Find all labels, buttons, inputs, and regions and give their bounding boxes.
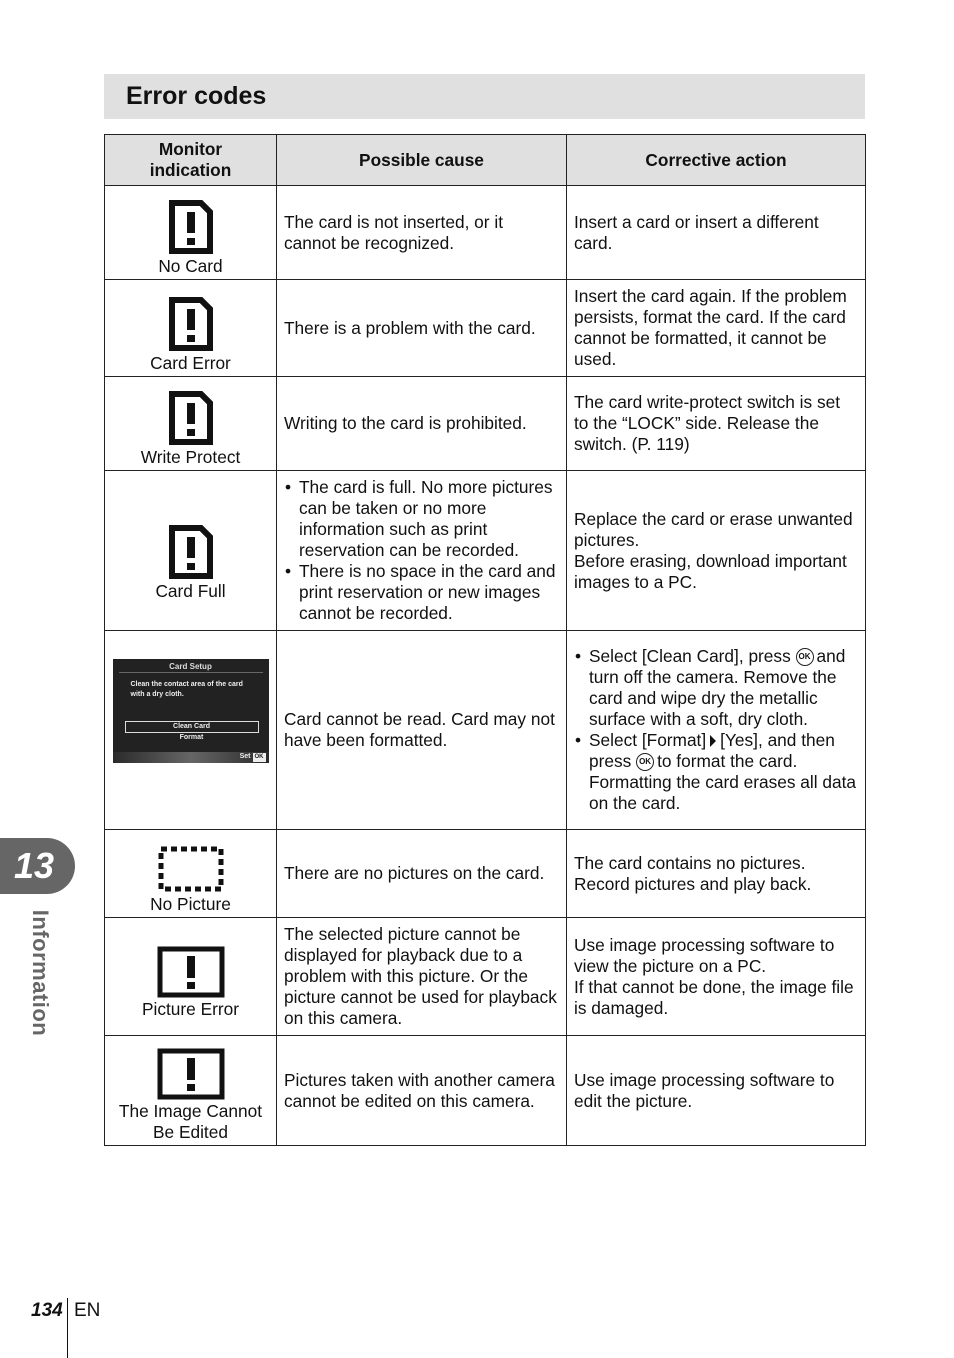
indication-label: Card Full bbox=[155, 581, 226, 601]
possible-cause-cell: The card is not inserted, or it cannot be recognized. bbox=[277, 186, 567, 280]
table-row bbox=[105, 377, 866, 471]
list-item bbox=[574, 646, 858, 730]
indication-label: Picture Error bbox=[142, 998, 239, 1019]
table-row bbox=[105, 471, 866, 631]
indication-label: Write Protect bbox=[140, 447, 241, 467]
screen-set-hint bbox=[240, 752, 266, 762]
section-title: Error codes bbox=[126, 82, 267, 110]
corrective-action-cell: Insert a card or insert a different card. bbox=[567, 186, 866, 280]
indication-label: No Card bbox=[158, 256, 223, 276]
page-number: 134 bbox=[31, 1300, 63, 1321]
ok-button-icon: OK bbox=[636, 753, 654, 771]
header-possible-cause: Possible cause bbox=[277, 135, 567, 186]
card-exclamation-icon bbox=[168, 199, 214, 255]
table-row bbox=[105, 280, 866, 377]
ok-button-icon: OK bbox=[796, 648, 814, 666]
table-row bbox=[105, 186, 866, 280]
action-text: Select [Clean Card], press bbox=[589, 646, 791, 666]
footer-divider bbox=[67, 1298, 68, 1358]
header-monitor-indication: Monitor indication bbox=[105, 135, 277, 186]
screen-option-format: Format bbox=[179, 734, 204, 741]
arrow-right-icon bbox=[710, 735, 716, 747]
possible-cause-cell: Pictures taken with another camera cannot be edited on this camera. bbox=[277, 1036, 567, 1146]
monitor-indication-cell bbox=[105, 631, 277, 830]
screen-divider bbox=[119, 672, 263, 673]
action-line: If that cannot be done, the image file is damaged. bbox=[574, 976, 854, 1018]
screen-title: Card Setup bbox=[169, 662, 212, 671]
action-line: Record pictures and play back. bbox=[574, 873, 812, 894]
list-item bbox=[574, 730, 858, 814]
action-text: to format the card. Formatting the card erases all data on the card. bbox=[589, 751, 857, 813]
header-corrective-action: Corrective action bbox=[567, 135, 866, 186]
table-row bbox=[105, 1036, 866, 1146]
set-label: Set bbox=[239, 753, 251, 760]
action-line: The card contains no pictures. bbox=[574, 852, 806, 873]
screen-option-clean-card: Clean Card bbox=[125, 721, 259, 733]
corrective-action-cell bbox=[567, 631, 866, 830]
indication-label: No Picture bbox=[150, 894, 231, 914]
chapter-number: 13 bbox=[14, 845, 55, 886]
action-text: [Yes], and then press bbox=[589, 730, 835, 771]
indication-label: The Image Cannot Be Edited bbox=[118, 1101, 263, 1142]
section-header bbox=[104, 74, 865, 119]
card-exclamation-icon bbox=[168, 296, 214, 352]
cause-list bbox=[284, 477, 559, 624]
monitor-indication-cell bbox=[105, 377, 277, 471]
chapter-tab bbox=[0, 838, 75, 894]
possible-cause-cell bbox=[277, 471, 567, 631]
chapter-label-wrap bbox=[20, 908, 60, 1038]
corrective-action-cell bbox=[567, 918, 866, 1036]
corrective-action-cell bbox=[567, 830, 866, 918]
indication-label: Card Error bbox=[150, 353, 231, 373]
card-setup-screen bbox=[113, 659, 269, 763]
dashed-frame-icon bbox=[157, 845, 225, 893]
screen-message: Clean the contact area of the card with a dry cloth. bbox=[130, 681, 243, 698]
table-header-row bbox=[105, 135, 866, 186]
corrective-action-cell: The card write-protect switch is set to the “LOCK” side. Release the switch. (P. 119) bbox=[567, 377, 866, 471]
table-row bbox=[105, 918, 866, 1036]
list-item: • The card is full. No more pictures can be taken or no more information such as print reservation can be recorded. bbox=[284, 477, 559, 561]
possible-cause-cell: Card cannot be read. Card may not have been formatted. bbox=[277, 631, 567, 830]
action-line: Use image processing software to view the picture on a PC. bbox=[574, 934, 835, 976]
possible-cause-cell: There is a problem with the card. bbox=[277, 280, 567, 377]
monitor-indication-cell bbox=[105, 280, 277, 377]
action-line: Replace the card or erase unwanted pictures. bbox=[574, 508, 853, 550]
action-line: Before erasing, download important images to a PC. bbox=[574, 550, 847, 592]
action-text: and turn off the camera. Remove the card and wipe dry the metallic surface with a soft, dry cloth. bbox=[589, 646, 846, 729]
possible-cause-cell: Writing to the card is prohibited. bbox=[277, 377, 567, 471]
possible-cause-cell: There are no pictures on the card. bbox=[277, 830, 567, 918]
list-item: • There is no space in the card and print reservation or new images cannot be recorded. bbox=[284, 561, 559, 624]
error-codes-table bbox=[104, 134, 866, 1146]
table-row bbox=[105, 830, 866, 918]
monitor-indication-cell bbox=[105, 1036, 277, 1146]
corrective-action-cell: Insert the card again. If the problem persists, format the card. If the card cannot be formatted, it cannot be used. bbox=[567, 280, 866, 377]
possible-cause-cell: The selected picture cannot be displayed for playback due to a problem with this picture. Or the picture cannot be used for playback on this camera. bbox=[277, 918, 567, 1036]
corrective-action-cell: Use image processing software to edit the picture. bbox=[567, 1036, 866, 1146]
ok-badge: OK bbox=[254, 754, 264, 760]
action-list bbox=[574, 646, 858, 814]
card-exclamation-icon bbox=[168, 390, 214, 446]
page-language: EN bbox=[74, 1300, 101, 1321]
action-text: Select [Format] bbox=[589, 730, 707, 750]
monitor-indication-cell bbox=[105, 918, 277, 1036]
monitor-indication-cell bbox=[105, 471, 277, 631]
frame-exclamation-icon bbox=[157, 946, 225, 998]
monitor-indication-cell bbox=[105, 186, 277, 280]
corrective-action-cell bbox=[567, 471, 866, 631]
table-row bbox=[105, 631, 866, 830]
monitor-indication-cell bbox=[105, 830, 277, 918]
card-exclamation-icon bbox=[168, 524, 214, 580]
frame-exclamation-icon bbox=[157, 1048, 225, 1100]
chapter-label: Information bbox=[28, 909, 53, 1037]
